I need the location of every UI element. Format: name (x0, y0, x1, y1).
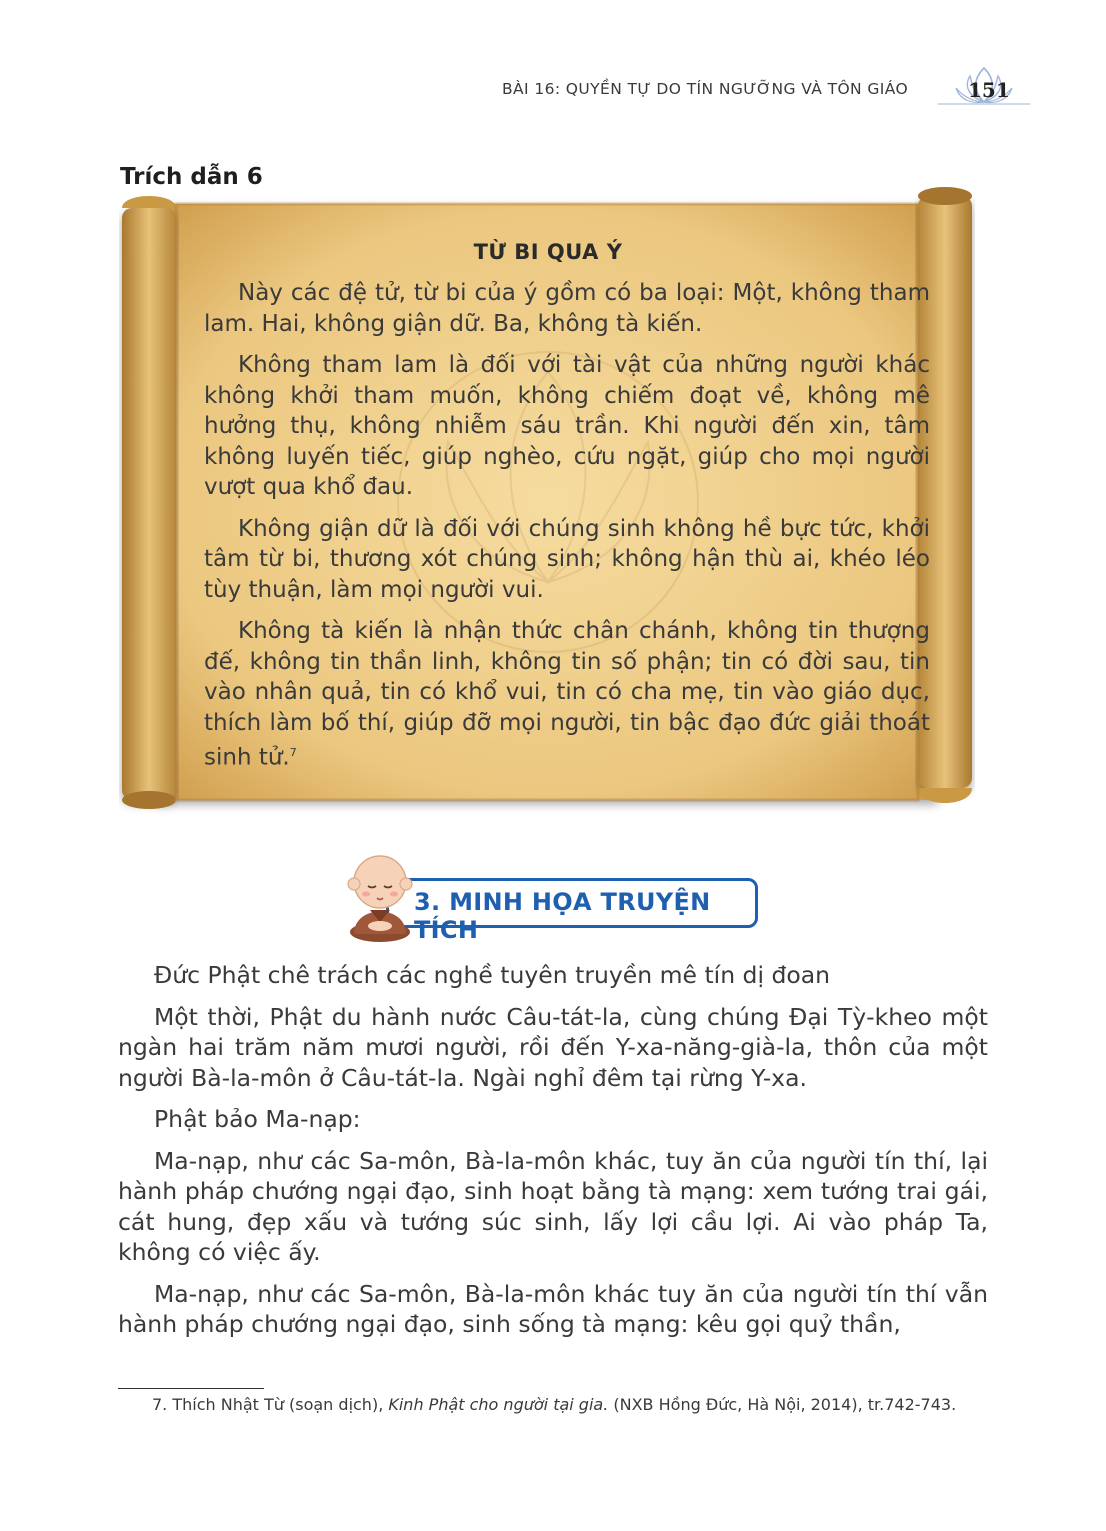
scroll-paragraph-text: Không tà kiến là nhận thức chân chánh, không tin thượng đế, không tin thần linh, không tin số phận; tin có đời sau, tin vào nhân quả, tin có khổ vui, tin có cha mẹ, tin vào giáo dục, thích làm bố thí, giúp đỡ mọi người, tin bậc đạo đức giải thoát sinh tử. (204, 618, 930, 771)
monk-icon (340, 848, 420, 942)
scroll-paragraph: Này các đệ tử, từ bi của ý gồm có ba loại: Một, không tham lam. Hai, không giận dữ. Ba, không tà kiến. (204, 280, 930, 337)
story-paragraph: Một thời, Phật du hành nước Câu-tát-la, cùng chúng Đại Tỳ-kheo một ngàn hai trăm năm mươi người, rồi đến Y-xa-năng-già-la, thôn của một người Bà-la-môn ở Câu-tát-la. Ngài nghỉ đêm tại rừng Y-xa. (118, 1002, 988, 1092)
footnote-divider (118, 1388, 264, 1389)
parchment-scroll (118, 182, 978, 822)
section-title: 3. MINH HỌA TRUYỆN TÍCH (414, 888, 711, 944)
scroll-paragraph-last (204, 616, 930, 773)
footnote (118, 1394, 990, 1416)
scroll-paragraph: Không giận dữ là đối với chúng sinh không hề bực tức, khởi tâm từ bi, thương xót chúng sinh; không hận thù ai, khéo léo tùy thuận, làm mọi người vui. (204, 515, 930, 603)
scroll-title: TỪ BI QUA Ý (473, 240, 623, 264)
story-text (118, 960, 988, 1351)
scroll-body (204, 278, 930, 784)
running-header (502, 78, 1022, 108)
section-badge (340, 848, 764, 942)
story-paragraph: Ma-nạp, như các Sa-môn, Bà-la-môn khác, tuy ăn của người tín thí, lại hành pháp chướng ngại đạo, sinh hoạt bằng tà mạng: xem tướng trai gái, cát hung, đẹp xấu và tướng súc sinh, lấy lợi cầu lợi. Ai vào pháp Ta, không có việc ấy. (118, 1146, 988, 1266)
footnote-author: 7. Thích Nhật Từ (soạn dịch), (152, 1395, 389, 1414)
story-paragraph: Ma-nạp, như các Sa-môn, Bà-la-môn khác tuy ăn của người tín thí vẫn hành pháp chướng ngại đạo, sinh sống tà mạng: kêu gọi quỷ thần, (118, 1279, 988, 1338)
footnote-ref[interactable]: 7 (289, 746, 297, 759)
scroll-paragraph: Không tham lam là đối với tài vật của những người khác không khởi tham muốn, không chiếm đoạt về, không mê hưởng thụ, không nhiễm sáu trần. Khi người đến xin, tâm không luyến tiếc, giúp nghèo, cứu ngặt, giúp cho mọi người vượt qua khổ đau. (204, 352, 930, 500)
page-number: 151 (968, 78, 1010, 102)
quote-label: Trích dẫn 6 (120, 164, 263, 190)
story-paragraph: Phật bảo Ma-nạp: (154, 1105, 361, 1133)
story-heading: Đức Phật chê trách các nghề tuyên truyền mê tín dị đoan (154, 961, 831, 989)
footnote-book-title: Kinh Phật cho người tại gia. (388, 1395, 609, 1414)
footnote-publication: (NXB Hồng Đức, Hà Nội, 2014), tr.742-743. (608, 1395, 957, 1414)
chapter-title: BÀI 16: QUYỀN TỰ DO TÍN NGƯỠNG VÀ TÔN GIÁO (502, 80, 909, 98)
